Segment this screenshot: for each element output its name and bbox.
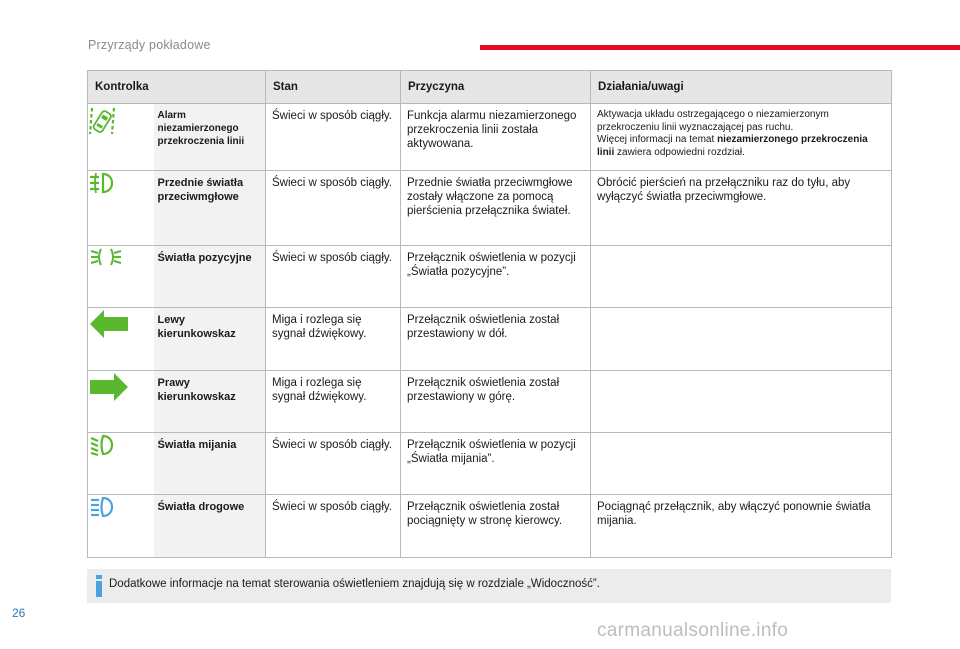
lamp-action: Obrócić pierścień na przełączniku raz do tyłu, aby wyłączyć światła przeciwmgłowe. (591, 171, 892, 246)
lamp-state: Miga i rozlega się sygnał dźwiękowy. (266, 371, 401, 433)
lamp-state: Świeci w sposób ciągły. (266, 246, 401, 308)
info-text: Dodatkowe informacje na temat sterowania oświetleniem znajdują się w rozdziale „Widoczność”. (109, 578, 600, 590)
table-row (88, 246, 892, 308)
table-row (88, 495, 892, 558)
column-header-przyczyna: Przyczyna (401, 71, 591, 104)
lamp-cause: Przełącznik oświetlenia w pozycji „Światła pozycyjne”. (401, 246, 591, 308)
section-title: Przyrządy pokładowe (88, 38, 211, 52)
table-row (88, 171, 892, 246)
lamp-state: Świeci w sposób ciągły. (266, 171, 401, 246)
lamp-name: Lewy kierunkowskaz (154, 308, 266, 371)
table-header-row (88, 71, 892, 104)
lamp-action: Aktywacja układu ostrzegającego o niezamierzonym przekroczeniu linii wyznaczającej pas ruchu. Więcej informacji na temat niezamierzonego przekroczenia linii zawiera odpowiedni rozdział. (591, 104, 892, 171)
lamp-state: Świeci w sposób ciągły. (266, 495, 401, 558)
info-note (87, 569, 891, 603)
sidelights-icon (88, 246, 124, 268)
lamp-action (591, 433, 892, 495)
warning-lamps-table (87, 70, 892, 558)
page-number: 26 (12, 606, 26, 620)
lamp-state: Świeci w sposób ciągły. (266, 433, 401, 495)
lamp-cause: Funkcja alarmu niezamierzonego przekroczenia linii została aktywowana. (401, 104, 591, 171)
lamp-name: Alarm niezamierzonego przekroczenia linii (154, 104, 266, 171)
table-row (88, 433, 892, 495)
lamp-cause: Przełącznik oświetlenia w pozycji „Światła mijania”. (401, 433, 591, 495)
lamp-cause: Przełącznik oświetlenia został przestawiony w dół. (401, 308, 591, 371)
lamp-action (591, 371, 892, 433)
lane-departure-icon (88, 104, 116, 138)
column-header-dzialania: Działania/uwagi (591, 71, 892, 104)
lamp-name: Prawy kierunkowskaz (154, 371, 266, 433)
dipped-beam-icon (88, 433, 118, 457)
lamp-cause: Przełącznik oświetlenia został przestawiony w górę. (401, 371, 591, 433)
lamp-cause: Przełącznik oświetlenia został pociągnięty w stronę kierowcy. (401, 495, 591, 558)
header-accent-bar (480, 45, 960, 50)
lamp-action (591, 246, 892, 308)
lamp-state: Miga i rozlega się sygnał dźwiękowy. (266, 308, 401, 371)
lamp-name: Światła drogowe (154, 495, 266, 558)
column-header-kontrolka: Kontrolka (88, 71, 266, 104)
lamp-name: Światła mijania (154, 433, 266, 495)
lamp-cause: Przednie światła przeciwmgłowe zostały włączone za pomocą pierścienia przełącznika świateł. (401, 171, 591, 246)
front-fog-lights-icon (88, 171, 118, 195)
right-turn-signal-icon (88, 371, 130, 403)
main-beam-icon (88, 495, 118, 519)
lamp-action: Pociągnąć przełącznik, aby włączyć ponownie światła mijania. (591, 495, 892, 558)
left-turn-signal-icon (88, 308, 130, 340)
lamp-name: Światła pozycyjne (154, 246, 266, 308)
table-row (88, 371, 892, 433)
info-icon (94, 575, 104, 602)
lamp-name: Przednie światła przeciwmgłowe (154, 171, 266, 246)
table-row (88, 104, 892, 171)
watermark: carmanualsonline.info (597, 620, 789, 641)
lamp-state: Świeci w sposób ciągły. (266, 104, 401, 171)
table-row (88, 308, 892, 371)
column-header-stan: Stan (266, 71, 401, 104)
lamp-action (591, 308, 892, 371)
